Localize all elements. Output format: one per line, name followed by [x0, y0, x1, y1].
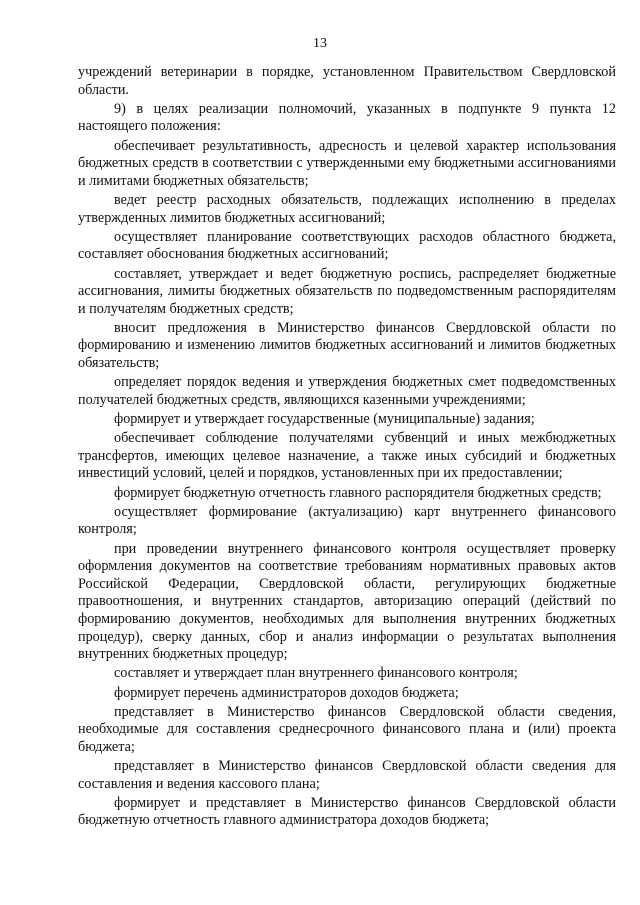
page-number: 13 — [313, 36, 327, 51]
paragraph: формирует бюджетную отчетность главного распорядителя бюджетных средств; — [114, 484, 602, 501]
paragraph: осуществляет формирование (актуализацию) карт внутреннего финансового контроля; — [78, 503, 616, 538]
paragraph: представляет в Министерство финансов Свердловской области сведения, необходимые для составления среднесрочного финансового плана и (или) проекта бюджета; — [78, 703, 616, 755]
paragraph: при проведении внутреннего финансового контроля осуществляет проверку оформления документов на соответствие требованиям нормативных правовых актов Российской Федерации, Свердловской области, регулирующих бюджетные правоотношения, и внутренних стандартов, авторизацию операций (действий по формированию документов, необходимых для выполнения внутренних бюджетных процедур), сверку данных, сбор и анализ информации о результатах выполнения внутренних бюджетных процедур; — [78, 540, 616, 663]
paragraph: определяет порядок ведения и утверждения бюджетных смет подведомственных получателей бюджетных средств, являющихся казенными учреждениями; — [78, 374, 616, 408]
paragraph: 9) в целях реализации полномочий, указанных в подпункте 9 пункта 12 настоящего положения: — [78, 100, 616, 135]
paragraph: составляет и утверждает план внутреннего финансового контроля; — [114, 665, 518, 682]
paragraph: представляет в Министерство финансов Свердловской области сведения для составления и ведения кассового плана; — [78, 758, 616, 792]
paragraph: ведет реестр расходных обязательств, подлежащих исполнению в пределах утвержденных лимитов бюджетных ассигнований; — [78, 191, 616, 226]
paragraph: вносит предложения в Министерство финансов Свердловской области по формированию и изменению лимитов бюджетных ассигнований и лимитов бюджетных обязательств; — [78, 319, 616, 372]
paragraph: обеспечивает соблюдение получателями субвенций и иных межбюджетных трансфертов, имеющих целевое назначение, а также иных субсидий и бюджетных инвестиций условий, целей и порядков, установленных при их предоставлении; — [78, 430, 616, 482]
paragraph: формирует и представляет в Министерство финансов Свердловской области бюджетную отчетность главного администратора доходов бюджета; — [78, 794, 616, 829]
paragraph: обеспечивает результативность, адресность и целевой характер использования бюджетных средств в соответствии с утвержденными ему бюджетными ассигнованиями и лимитами бюджетных обязательств; — [78, 137, 616, 189]
paragraph: формирует перечень администраторов доходов бюджета; — [114, 684, 459, 701]
paragraph: учреждений ветеринарии в порядке, установленном Правительством Свердловской области. — [78, 64, 616, 98]
paragraph: формирует и утверждает государственные (муниципальные) задания; — [114, 411, 535, 428]
document-body — [78, 64, 616, 832]
paragraph: осуществляет планирование соответствующих расходов областного бюджета, составляет обоснования бюджетных ассигнований; — [78, 228, 616, 263]
paragraph: составляет, утверждает и ведет бюджетную роспись, распределяет бюджетные ассигнования, лимиты бюджетных обязательств по подведомственным распорядителям и получателям бюджетных средств; — [78, 265, 616, 317]
